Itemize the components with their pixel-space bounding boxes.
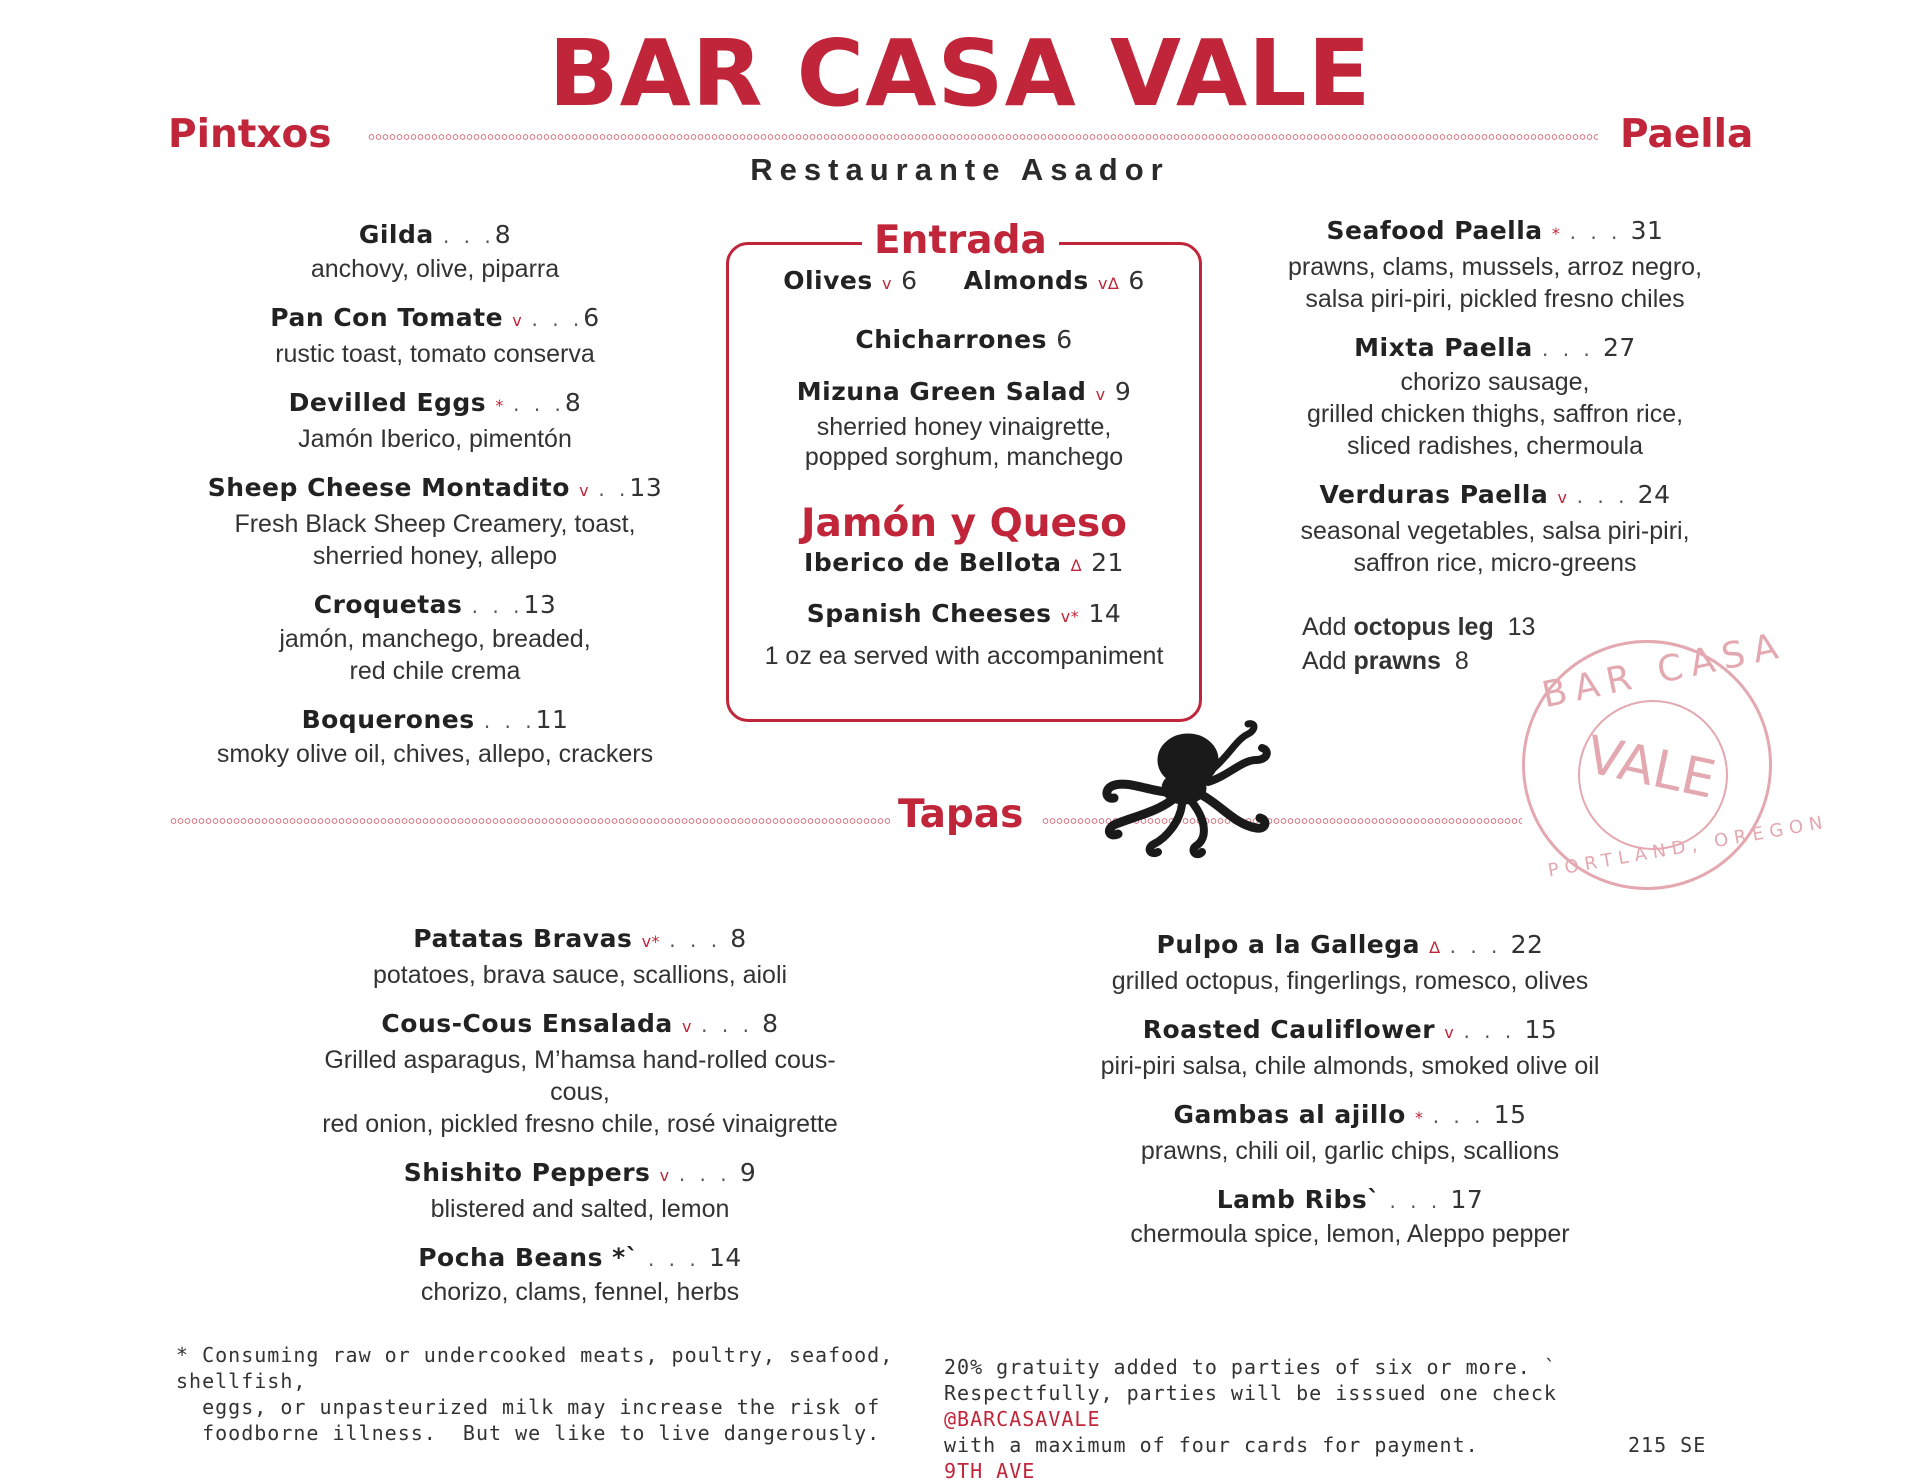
item-description: Jamón Iberico, pimentón — [298, 425, 572, 453]
item-description: sherried honey, allepo — [312, 542, 558, 570]
item-price: 8 — [494, 220, 512, 249]
item-description: red onion, pickled fresno chile, rosé vinaigrette — [322, 1110, 838, 1138]
item-price: 22 — [1510, 930, 1544, 959]
pintxos-heading: Pintxos — [168, 112, 332, 157]
menu-item — [1060, 1183, 1640, 1250]
disclaimer-line: eggs, or unpasteurized milk may increase the risk of — [176, 1395, 881, 1419]
addon-row — [1302, 644, 1535, 678]
leader-dots: . . . — [513, 392, 565, 416]
menu-item — [170, 471, 700, 572]
item-description: saffron rice, micro-greens — [1353, 549, 1637, 577]
stamp-bottom-text: PORTLAND, OREGON — [1546, 811, 1831, 882]
paella-list — [1220, 214, 1770, 595]
item-description: potatoes, brava sauce, scallions, aioli — [372, 961, 788, 989]
item-description: 1 oz ea served with accompaniment — [764, 642, 1164, 670]
item-price: 6 — [583, 303, 600, 332]
gratuity-line: with a maximum of four cards for payment. — [944, 1433, 1479, 1457]
leader-dots: . . . — [1541, 337, 1594, 361]
leader-dots: . . . — [701, 1013, 753, 1037]
tapas-divider-left — [170, 816, 890, 826]
address-line: 215 SE — [1628, 1433, 1707, 1457]
item-name: Seafood Paella — [1326, 216, 1543, 245]
item-price: 15 — [1524, 1015, 1558, 1044]
item-description: chorizo sausage, — [1400, 368, 1590, 396]
dietary-mark: v — [512, 311, 523, 330]
olives-almonds-row — [730, 264, 1198, 301]
addon-name: octopus leg — [1353, 613, 1494, 641]
item-description: prawns, chili oil, garlic chips, scallions — [1140, 1137, 1560, 1165]
addon-prefix: Add — [1302, 647, 1347, 675]
item-description: prawns, clams, mussels, arroz negro, — [1287, 253, 1703, 281]
dietary-mark: v∆ — [1098, 274, 1120, 293]
entrada-heading: Entrada — [862, 218, 1059, 263]
dietary-mark: ∆ — [1070, 556, 1082, 575]
leader-dots: . . . — [1449, 934, 1502, 958]
addon-row — [1302, 610, 1535, 644]
item-name: Gambas al ajillo — [1173, 1100, 1406, 1129]
menu-item — [1060, 1013, 1640, 1082]
item-name: Almonds — [963, 266, 1089, 295]
item-name: Boquerones — [301, 705, 475, 734]
dietary-mark: v — [1557, 488, 1568, 507]
addon-price: 13 — [1507, 613, 1536, 641]
item-price: 6 — [1128, 266, 1145, 295]
menu-item — [1220, 331, 1770, 462]
tapas-heading: Tapas — [898, 792, 1024, 837]
item-price: 6 — [1056, 325, 1073, 354]
item-name: Croquetas — [313, 590, 463, 619]
menu-item — [170, 301, 700, 370]
leader-dots: . . . — [1463, 1019, 1516, 1043]
dietary-mark: v — [681, 1017, 692, 1036]
item-price: 9 — [739, 1158, 757, 1187]
item-description: sliced radishes, chermoula — [1347, 432, 1643, 460]
item-description: jamón, manchego, breaded, — [279, 625, 591, 653]
addon-prefix: Add — [1302, 613, 1347, 641]
menu-item — [1060, 928, 1640, 997]
disclaimer-line: foodborne illness. But we like to live dangerously. — [176, 1421, 881, 1445]
gratuity-line: Respectfully, parties will be isssued one check — [944, 1381, 1557, 1405]
item-price: 13 — [523, 590, 557, 619]
dietary-mark: v — [1444, 1023, 1455, 1042]
item-price: 31 — [1630, 216, 1664, 245]
restaurant-subtitle: Restaurante Asador — [750, 152, 1170, 187]
gratuity-note — [944, 1354, 1584, 1484]
item-name: Chicharrones — [855, 325, 1048, 354]
menu-item — [1220, 214, 1770, 315]
dietary-mark: * — [495, 396, 504, 415]
item-name: Sheep Cheese Montadito — [207, 473, 570, 502]
item-price: 21 — [1091, 548, 1124, 577]
item-name: Devilled Eggs — [288, 388, 487, 417]
item-price: 17 — [1450, 1185, 1484, 1214]
leader-dots: . . . — [471, 594, 524, 618]
item-price: 8 — [762, 1009, 779, 1038]
restaurant-title: BAR CASA VALE — [548, 20, 1372, 127]
menu-item — [170, 588, 700, 687]
paella-heading: Paella — [1620, 112, 1754, 157]
item-description: chermoula spice, lemon, Aleppo pepper — [1130, 1220, 1570, 1248]
menu-item — [170, 218, 700, 285]
menu-item — [730, 597, 1198, 634]
item-description: seasonal vegetables, salsa piri-piri, — [1300, 517, 1690, 545]
address-line: 9TH AVE — [944, 1459, 1036, 1483]
jamon-queso-heading: Jamón y Queso — [801, 501, 1127, 546]
dietary-mark: v* — [641, 932, 661, 951]
dietary-mark: v — [1095, 385, 1106, 404]
dietary-mark: * — [1414, 1108, 1424, 1127]
header-divider — [368, 132, 1598, 142]
dietary-mark: ∆ — [1429, 938, 1441, 957]
item-name: Mixta Paella — [1354, 333, 1533, 362]
item-description: rustic toast, tomato conserva — [275, 340, 595, 368]
dietary-mark: v — [659, 1166, 670, 1185]
item-price: 27 — [1603, 333, 1636, 362]
addon-price: 8 — [1454, 647, 1469, 675]
item-description: chorizo, clams, fennel, herbs — [420, 1278, 740, 1306]
health-disclaimer — [176, 1342, 936, 1446]
leader-dots: . . — [598, 477, 630, 501]
item-description: Fresh Black Sheep Creamery, toast, — [234, 510, 636, 538]
dietary-mark: v — [881, 274, 892, 293]
social-handle: @BARCASAVALE — [944, 1407, 1101, 1431]
stamp-top-text: BAR CASA — [1538, 624, 1790, 717]
paella-addons — [1302, 610, 1535, 678]
entrada-list — [730, 264, 1198, 672]
leader-dots: . . . — [647, 1247, 700, 1271]
octopus-illustration — [1096, 720, 1278, 860]
item-name: Olives — [783, 266, 873, 295]
item-price: 6 — [901, 266, 918, 295]
item-name: Lamb Ribs` — [1216, 1185, 1381, 1214]
item-name: Pulpo a la Gallega — [1156, 930, 1420, 959]
item-description: piri-piri salsa, chile almonds, smoked olive oil — [1100, 1052, 1600, 1080]
item-description: red chile crema — [349, 657, 521, 685]
item-price: 13 — [629, 473, 663, 502]
item-name: Pan Con Tomate — [270, 303, 504, 332]
leader-dots: . . . — [442, 224, 495, 248]
item-description: salsa piri-piri, pickled fresno chiles — [1305, 285, 1685, 313]
gratuity-line: 20% gratuity added to parties of six or more. ` — [944, 1355, 1557, 1379]
item-price: 8 — [730, 924, 747, 953]
item-name: Cous-Cous Ensalada — [381, 1009, 673, 1038]
item-price: 14 — [708, 1243, 742, 1272]
menu-item — [1220, 478, 1770, 579]
item-price: 24 — [1637, 480, 1671, 509]
item-price: 11 — [535, 705, 569, 734]
item-name: Patatas Bravas — [413, 924, 633, 953]
leader-dots: . . . — [531, 307, 584, 331]
item-description: smoky olive oil, chives, allepo, crackers — [216, 740, 654, 768]
item-name: Spanish Cheeses — [806, 599, 1052, 628]
leader-dots: . . . — [1389, 1189, 1442, 1213]
item-name: Iberico de Bellota — [804, 548, 1062, 577]
item-price: 9 — [1114, 377, 1132, 406]
menu-item — [300, 1007, 860, 1140]
item-name: Gilda — [358, 220, 434, 249]
menu-item — [300, 1156, 860, 1225]
leader-dots: . . . — [1576, 484, 1629, 508]
disclaimer-line: shellfish, — [176, 1369, 307, 1393]
item-price: 8 — [564, 388, 582, 417]
disclaimer-line: * Consuming raw or undercooked meats, poultry, seafood, — [176, 1343, 894, 1367]
dietary-mark: v* — [1060, 607, 1080, 626]
addon-name: prawns — [1353, 647, 1441, 675]
item-name: Verduras Paella — [1319, 480, 1549, 509]
item-name: Roasted Cauliflower — [1142, 1015, 1436, 1044]
item-description: Grilled asparagus, M’hamsa hand-rolled cous-cous, — [324, 1046, 836, 1106]
item-description: grilled chicken thighs, saffron rice, — [1306, 400, 1684, 428]
item-description: blistered and salted, lemon — [430, 1195, 730, 1223]
tapas-right-list — [1060, 928, 1640, 1266]
menu-item — [1060, 1098, 1640, 1167]
item-name: Pocha Beans *` — [418, 1243, 639, 1272]
item-description: popped sorghum, manchego — [804, 443, 1124, 471]
item-price: 14 — [1088, 599, 1122, 628]
dietary-mark: * — [1551, 224, 1561, 243]
leader-dots: . . . — [483, 709, 536, 733]
item-price: 15 — [1493, 1100, 1527, 1129]
leader-dots: . . . — [678, 1162, 731, 1186]
pintxos-list — [170, 218, 700, 786]
menu-item — [170, 386, 700, 455]
menu-item — [730, 546, 1198, 583]
item-description: grilled octopus, fingerlings, romesco, olives — [1111, 967, 1589, 995]
leader-dots: . . . — [669, 928, 722, 952]
menu-item — [300, 1241, 860, 1308]
menu-item — [730, 323, 1198, 357]
leader-dots: . . . — [1569, 220, 1622, 244]
item-name: Shishito Peppers — [403, 1158, 651, 1187]
menu-item — [300, 922, 860, 991]
leader-dots: . . . — [1432, 1104, 1485, 1128]
tapas-left-list — [300, 922, 860, 1324]
item-description: anchovy, olive, piparra — [310, 255, 560, 283]
menu-item — [730, 375, 1198, 472]
menu-item — [170, 703, 700, 770]
dietary-mark: v — [579, 481, 590, 500]
stamp-center-text: VALE — [1581, 725, 1721, 811]
item-name: Mizuna Green Salad — [796, 377, 1087, 406]
item-description: sherried honey vinaigrette, — [816, 413, 1112, 441]
